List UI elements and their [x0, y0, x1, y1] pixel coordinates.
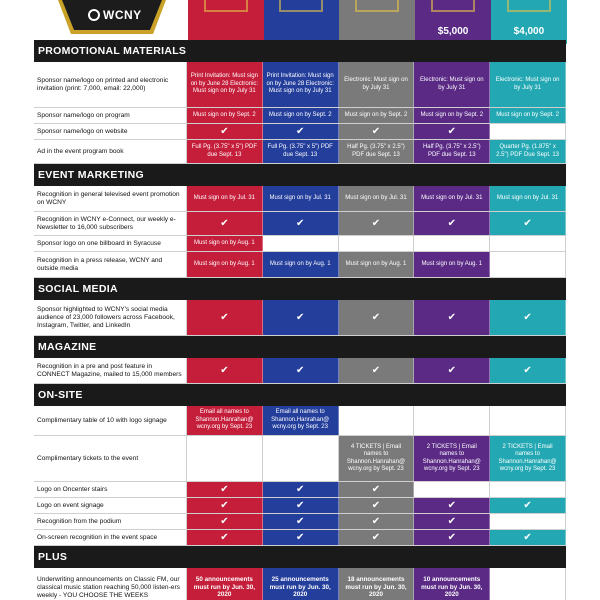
section-header: ON-SITE: [34, 384, 566, 406]
benefit-detail-cell: Print Invitation: Must sign on by June 28 Electronic: Must sign on by July 31: [187, 62, 263, 107]
table-row: [34, 482, 566, 498]
empty-cell: [339, 236, 415, 251]
benefit-detail-cell: Electronic: Must sign on by July 31: [414, 62, 490, 107]
checkmark-icon: ✔: [263, 482, 339, 497]
table-row: [34, 140, 566, 164]
level-tab: [415, 0, 491, 14]
checkmark-icon: ✔: [263, 358, 339, 383]
checkmark-icon: ✔: [490, 300, 566, 335]
checkmark-icon: ✔: [187, 300, 263, 335]
benefit-detail-cell: Full Pg. (3.75" x 5") PDF due Sept. 13: [187, 140, 263, 163]
logo-text: WCNY: [103, 8, 142, 22]
benefit-label: Recognition in a pre and post feature in CONNECT Magazine, mailed to 15,000 members: [34, 358, 187, 383]
empty-cell: [490, 406, 566, 435]
benefit-detail-cell: Half Pg. (3.75" x 2.5") PDF due Sept. 13: [339, 140, 415, 163]
checkmark-icon: ✔: [339, 124, 415, 139]
table-row: [34, 108, 566, 124]
table-row: [34, 300, 566, 336]
level-column-header: [491, 0, 567, 44]
checkmark-icon: ✔: [187, 124, 263, 139]
benefit-label: Ad in the event program book: [34, 140, 187, 163]
level-column-header: [188, 0, 264, 44]
level-tab: [339, 0, 415, 14]
checkmark-icon: ✔: [263, 212, 339, 235]
checkmark-icon: ✔: [339, 482, 415, 497]
benefit-detail-cell: 18 announcements must run by Jun. 30, 2020: [339, 568, 415, 600]
benefit-label: Recognition from the podium: [34, 514, 187, 529]
empty-cell: [414, 236, 490, 251]
benefit-detail-cell: Must sign on by Jul. 31: [490, 186, 566, 211]
empty-cell: [490, 482, 566, 497]
checkmark-icon: ✔: [490, 498, 566, 513]
section-header: PLUS: [34, 546, 566, 568]
benefit-detail-cell: Half Pg. (3.75" x 2.5") PDF due Sept. 13: [414, 140, 490, 163]
checkmark-icon: ✔: [187, 358, 263, 383]
checkmark-icon: ✔: [414, 514, 490, 529]
table-row: [34, 186, 566, 212]
benefit-label: Recognition in general televised event promotion on WCNY: [34, 186, 187, 211]
header-band: [0, 0, 600, 44]
checkmark-icon: ✔: [263, 498, 339, 513]
checkmark-icon: ✔: [414, 124, 490, 139]
level-column-header: [264, 0, 340, 44]
benefit-label: Logo on event signage: [34, 498, 187, 513]
checkmark-icon: ✔: [414, 498, 490, 513]
table-row: [34, 252, 566, 278]
level-price: $4,000: [513, 26, 545, 37]
benefit-label: Sponsor logo on one billboard in Syracuse: [34, 236, 187, 251]
level-price: [339, 24, 415, 40]
wcny-logo-mark-icon: [88, 9, 100, 21]
checkmark-icon: ✔: [187, 482, 263, 497]
checkmark-icon: ✔: [187, 498, 263, 513]
checkmark-icon: ✔: [414, 530, 490, 545]
checkmark-icon: ✔: [339, 212, 415, 235]
benefit-label: On-screen recognition in the event space: [34, 530, 187, 545]
section-header: EVENT MARKETING: [34, 164, 566, 186]
section-header: MAGAZINE: [34, 336, 566, 358]
benefit-detail-cell: Must sign on by Aug. 1: [263, 252, 339, 277]
table-row: [34, 530, 566, 546]
benefit-detail-cell: 25 announcements must run by Jun. 30, 2020: [263, 568, 339, 600]
checkmark-icon: ✔: [490, 212, 566, 235]
level-tab: [491, 0, 567, 14]
empty-cell: [490, 236, 566, 251]
benefit-detail-cell: Must sign on by Aug. 1: [187, 236, 263, 251]
benefit-detail-cell: Full Pg. (3.75" x 5") PDF due Sept. 13: [263, 140, 339, 163]
benefit-label: Recognition in WCNY e-Connect, our weekly e-Newsletter to 16,000 subscribers: [34, 212, 187, 235]
checkmark-icon: ✔: [263, 530, 339, 545]
section-header: SOCIAL MEDIA: [34, 278, 566, 300]
level-tab: [264, 0, 340, 14]
table-row: [34, 498, 566, 514]
checkmark-icon: ✔: [263, 514, 339, 529]
empty-cell: [263, 236, 339, 251]
benefit-detail-cell: Must sign on by Jul. 31: [187, 186, 263, 211]
checkmark-icon: ✔: [414, 358, 490, 383]
empty-cell: [490, 514, 566, 529]
checkmark-icon: ✔: [187, 212, 263, 235]
benefit-label: Logo on Oncenter stairs: [34, 482, 187, 497]
table-row: [34, 568, 566, 600]
benefit-detail-cell: Email all names to Shannon.Hanrahan@ wcny.org by Sept. 23: [187, 406, 263, 435]
empty-cell: [490, 124, 566, 139]
benefit-detail-cell: 2 TICKETS | Email names to Shannon.Hanrahan@ wcny.org by Sept. 23: [490, 436, 566, 481]
benefit-detail-cell: Electronic: Must sign on by July 31: [339, 62, 415, 107]
level-price: [264, 24, 340, 40]
benefit-label: Sponsor highlighted to WCNY's social media audience of 23,000 followers across Facebook, Instagram, Twitter, and LinkedIn: [34, 300, 187, 335]
benefit-detail-cell: Must sign on by Aug. 1: [339, 252, 415, 277]
table-row: [34, 358, 566, 384]
table-row: [34, 436, 566, 482]
benefit-detail-cell: 2 TICKETS | Email names to Shannon.Hanrahan@ wcny.org by Sept. 23: [414, 436, 490, 481]
benefit-detail-cell: Must sign on by Sept. 2: [263, 108, 339, 123]
benefit-label: Sponsor name/logo on program: [34, 108, 187, 123]
benefit-detail-cell: 50 announcements must run by Jun. 30, 2020: [187, 568, 263, 600]
level-column-header: [415, 0, 491, 44]
benefit-detail-cell: Must sign on by Sept. 2: [187, 108, 263, 123]
checkmark-icon: ✔: [263, 300, 339, 335]
benefit-detail-cell: Print Invitation: Must sign on by June 28 Electronic: Must sign on by July 31: [263, 62, 339, 107]
empty-cell: [414, 482, 490, 497]
table-row: [34, 62, 566, 108]
benefit-label: Recognition in a press release, WCNY and outside media: [34, 252, 187, 277]
checkmark-icon: ✔: [414, 300, 490, 335]
checkmark-icon: ✔: [339, 498, 415, 513]
checkmark-icon: ✔: [339, 300, 415, 335]
checkmark-icon: ✔: [339, 514, 415, 529]
checkmark-icon: ✔: [339, 358, 415, 383]
checkmark-icon: ✔: [490, 358, 566, 383]
benefit-label: Sponsor name/logo on printed and electronic invitation (print: 7,000, email: 22,000): [34, 62, 187, 107]
section-header: PROMOTIONAL MATERIALS: [34, 40, 566, 62]
checkmark-icon: ✔: [339, 530, 415, 545]
checkmark-icon: ✔: [490, 530, 566, 545]
checkmark-icon: ✔: [263, 124, 339, 139]
table-row: [34, 212, 566, 236]
benefit-label: Complimentary tickets to the event: [34, 436, 187, 481]
benefit-detail-cell: 10 announcements must run by Jun. 30, 2020: [414, 568, 490, 600]
benefit-detail-cell: Must sign on by Jul. 31: [339, 186, 415, 211]
benefit-label: Complimentary table of 10 with logo signage: [34, 406, 187, 435]
table-row: [34, 406, 566, 436]
benefit-detail-cell: Must sign on by Aug. 1: [187, 252, 263, 277]
empty-cell: [490, 568, 566, 600]
table-row: [34, 124, 566, 140]
benefits-table: [34, 40, 566, 600]
level-price: $5,000: [437, 26, 469, 37]
benefit-detail-cell: Electronic: Must sign on by July 31: [490, 62, 566, 107]
level-column-header: [339, 0, 415, 44]
checkmark-icon: ✔: [187, 514, 263, 529]
level-price: [188, 24, 264, 40]
benefit-detail-cell: Must sign on by Aug. 1: [414, 252, 490, 277]
benefit-detail-cell: Email all names to Shannon.Hanrahan@ wcny.org by Sept. 23: [263, 406, 339, 435]
empty-cell: [339, 406, 415, 435]
benefit-detail-cell: Must sign on by Jul. 31: [414, 186, 490, 211]
empty-cell: [414, 406, 490, 435]
table-row: [34, 236, 566, 252]
benefit-detail-cell: Must sign on by Sept. 2: [339, 108, 415, 123]
checkmark-icon: ✔: [414, 212, 490, 235]
empty-cell: [490, 252, 566, 277]
benefit-detail-cell: 4 TICKETS | Email names to Shannon.Hanrahan@ wcny.org by Sept. 23: [339, 436, 415, 481]
level-tab: [188, 0, 264, 14]
benefit-detail-cell: Must sign on by Sept. 2: [414, 108, 490, 123]
empty-cell: [187, 436, 263, 481]
benefit-detail-cell: Must sign on by Sept. 2: [490, 108, 566, 123]
checkmark-icon: ✔: [187, 530, 263, 545]
table-row: [34, 514, 566, 530]
benefit-detail-cell: Quarter Pg. (1.875" x 2.5") PDF Due Sept. 13: [490, 140, 566, 163]
benefit-detail-cell: Must sign on by Jul. 31: [263, 186, 339, 211]
empty-cell: [263, 436, 339, 481]
benefit-label: Underwriting announcements on Classic FM, our classical music station reaching 50,000 listen-ers weekly - YOU CHOOSE THE WEEKS: [34, 568, 187, 600]
benefit-label: Sponsor name/logo on website: [34, 124, 187, 139]
